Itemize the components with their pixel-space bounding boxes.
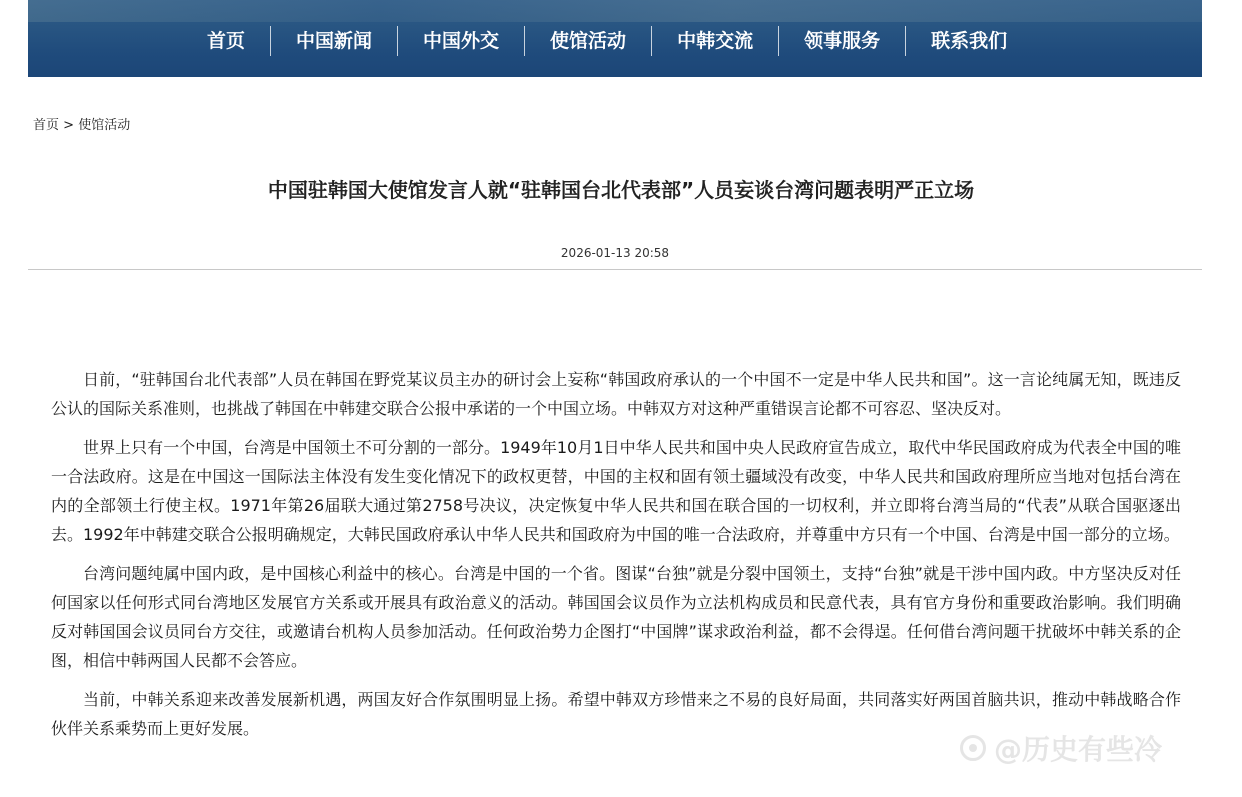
breadcrumb: [33, 114, 130, 133]
breadcrumb-current-link[interactable]: 使馆活动: [78, 118, 131, 133]
main-nav: [182, 22, 1032, 60]
top-nav-bar: [28, 0, 1202, 77]
article-paragraph-2: 世界上只有一个中国，台湾是中国领土不可分割的一部分。1949年10月1日中华人民共和国中央人民政府宣告成立，取代中华民国政府成为代表全中国的唯一合法政府。这是在中国这一国际法主体没有发生变化情况下的政权更替，中国的主权和固有领土疆域没有改变，中华人民共和国政府理所应当地对包括台湾在内的全部领土行使主权。1971年第26届联大通过第2758号决议，决定恢复中华人民共和国在联合国的一切权利，并立即将台湾当局的“代表”从联合国驱逐出去。1992年中韩建交联合公报明确规定，大韩民国政府承认中华人民共和国政府为中国的唯一合法政府，并尊重中方只有一个中国、台湾是中国一部分的立场。: [51, 438, 1181, 544]
article-paragraph-4: 当前，中韩关系迎来改善发展新机遇，两国友好合作氛围明显上扬。希望中韩双方珍惜来之不易的良好局面，共同落实好两国首脑共识，推动中韩战略合作伙伴关系乘势而上更好发展。: [51, 690, 1181, 738]
article-body: [51, 365, 1181, 753]
nav-item-embassy-activities[interactable]: 使馆活动: [525, 26, 652, 56]
watermark: [960, 728, 1162, 768]
nav-item-consular-services[interactable]: 领事服务: [779, 26, 906, 56]
article-date: 2026-01-13 20:58: [560, 246, 670, 260]
nav-item-china-news[interactable]: 中国新闻: [271, 26, 398, 56]
watermark-text: @历史有些冷: [994, 733, 1163, 766]
breadcrumb-separator: >: [59, 118, 79, 133]
article-paragraph-1: 日前，“驻韩国台北代表部”人员在韩国在野党某议员主办的研讨会上妄称“韩国政府承认的一个中国不一定是中华人民共和国”。这一言论纯属无知，既违反公认的国际关系准则，也挑战了韩国在中韩建交联合公报中承诺的一个中国立场。中韩双方对这种严重错误言论都不可容忍、坚决反对。: [51, 370, 1181, 418]
nav-item-china-diplomacy[interactable]: 中国外交: [398, 26, 525, 56]
nav-item-home[interactable]: 首页: [182, 26, 271, 56]
breadcrumb-home-link[interactable]: 首页: [33, 118, 60, 133]
nav-item-china-korea-exchange[interactable]: 中韩交流: [652, 26, 779, 56]
article-title: 中国驻韩国大使馆发言人就“驻韩国台北代表部”人员妄谈台湾问题表明严正立场: [267, 178, 975, 202]
nav-item-contact-us[interactable]: 联系我们: [931, 30, 1008, 52]
watermark-logo-icon: [960, 735, 986, 761]
article-paragraph-3: 台湾问题纯属中国内政，是中国核心利益中的核心。台湾是中国的一个省。图谋“台独”就是分裂中国领土，支持“台独”就是干涉中国内政。中方坚决反对任何国家以任何形式同台湾地区发展官方关系或开展具有政治意义的活动。韩国国会议员作为立法机构成员和民意代表，具有官方身份和重要政治影响。我们明确反对韩国国会议员同台方交往，或邀请台机构人员参加活动。任何政治势力企图打“中国牌”谋求政治利益，都不会得逞。任何借台湾问题干扰破坏中韩关系的企图，相信中韩两国人民都不会答应。: [51, 564, 1181, 670]
title-divider: [28, 269, 1202, 270]
